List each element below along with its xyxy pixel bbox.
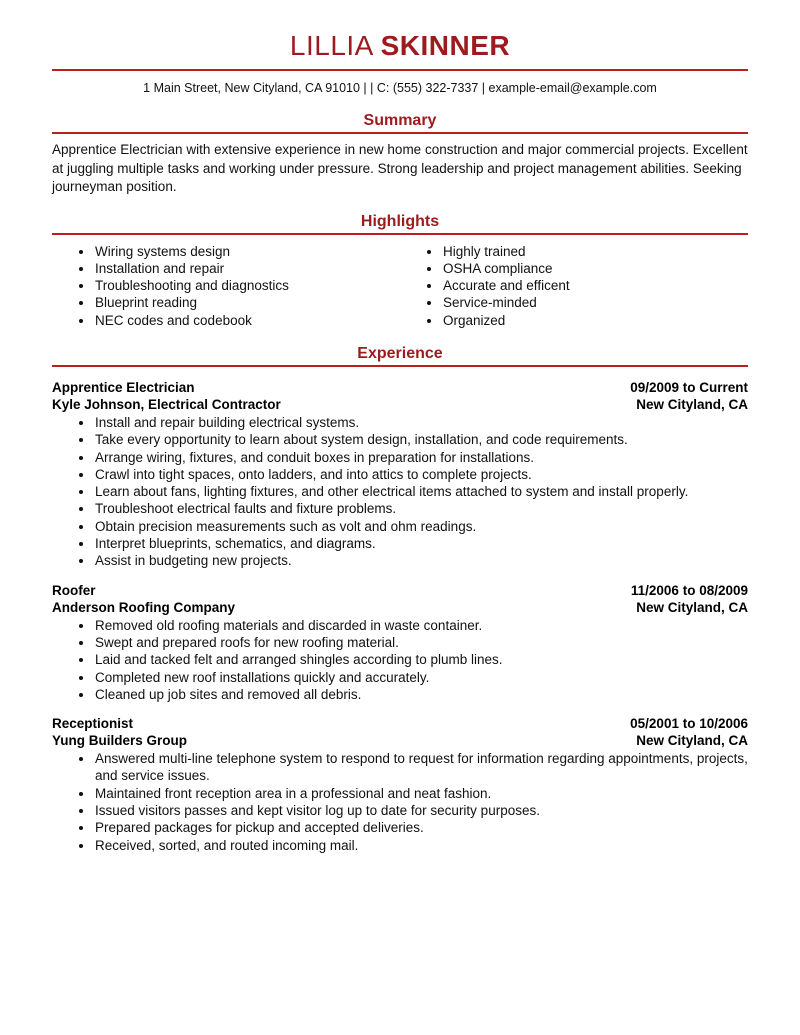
job-company-row [52, 599, 748, 616]
job-bullet: Take every opportunity to learn about system design, installation, and code requirements. [52, 431, 748, 448]
job-bullet: Completed new roof installations quickly and accurately. [52, 669, 748, 686]
highlight-item: Service-minded [400, 294, 748, 311]
job-title: Roofer [52, 582, 96, 598]
highlight-item: Organized [400, 312, 748, 329]
job-dates: 11/2006 to 08/2009 [630, 582, 748, 598]
job-company-row [52, 732, 748, 749]
summary-text: Apprentice Electrician with extensive experience in new home construction and major commercial projects. Excellent at juggling multiple tasks and working under pressure. Strong leadership and project management abilities. Seeking journeyman position. [52, 142, 748, 194]
job-dates: 05/2001 to 10/2006 [630, 716, 748, 732]
job-bullet: Install and repair building electrical systems. [52, 414, 748, 431]
highlights-left-column [52, 243, 400, 329]
highlights-right-column [400, 243, 748, 329]
job-bullet-list [52, 750, 748, 854]
highlight-item: Blueprint reading [52, 294, 400, 311]
header-divider [52, 69, 748, 71]
job-title-row [52, 379, 748, 396]
job-title-row [52, 715, 748, 732]
highlights-columns [52, 243, 748, 329]
job-location: New Cityland, CA [636, 599, 748, 615]
job-title: Apprentice Electrician [52, 379, 195, 395]
job-company-row [52, 396, 748, 413]
job-location: New Cityland, CA [636, 733, 748, 749]
job-bullet: Answered multi-line telephone system to respond to request for information regarding appointments, projects, and service issues. [52, 750, 748, 785]
highlight-item: Accurate and efficent [400, 277, 748, 294]
job-location: New Cityland, CA [636, 396, 748, 412]
job-title: Receptionist [52, 716, 134, 732]
job-bullet: Assist in budgeting new projects. [52, 552, 748, 569]
candidate-name [52, 30, 748, 62]
job-company: Anderson Roofing Company [52, 599, 235, 615]
experience-divider [52, 365, 748, 367]
job-bullet: Arrange wiring, fixtures, and conduit boxes in preparation for installations. [52, 449, 748, 466]
job-company: Kyle Johnson, Electrical Contractor [52, 396, 281, 412]
section-title-summary: Summary [363, 112, 437, 129]
job-bullet: Removed old roofing materials and discarded in waste container. [52, 617, 748, 634]
highlights-divider [52, 233, 748, 235]
job-entry [52, 379, 748, 570]
job-bullet: Received, sorted, and routed incoming mail. [52, 837, 748, 854]
job-bullet: Laid and tacked felt and arranged shingles according to plumb lines. [52, 651, 748, 668]
job-bullet: Obtain precision measurements such as volt and ohm readings. [52, 518, 748, 535]
job-bullet: Swept and prepared roofs for new roofing material. [52, 634, 748, 651]
highlight-item: NEC codes and codebook [52, 312, 400, 329]
job-dates: 09/2009 to Current [630, 379, 748, 395]
contact-line: 1 Main Street, New Cityland, CA 91010 | | C: (555) 322-7337 | example-email@example.com [143, 81, 657, 95]
job-bullet-list [52, 617, 748, 703]
section-title-highlights: Highlights [360, 212, 440, 230]
highlight-item: Installation and repair [52, 260, 400, 277]
summary-divider [52, 132, 748, 134]
job-bullet: Maintained front reception area in a professional and neat fashion. [52, 785, 748, 802]
highlight-item: Wiring systems design [52, 243, 400, 260]
job-bullet: Interpret blueprints, schematics, and diagrams. [52, 535, 748, 552]
job-bullet: Learn about fans, lighting fixtures, and other electrical items attached to system and install properly. [52, 483, 748, 500]
job-bullet: Troubleshoot electrical faults and fixture problems. [52, 500, 748, 517]
highlight-item: Troubleshooting and diagnostics [52, 277, 400, 294]
job-bullet: Crawl into tight spaces, onto ladders, and into attics to complete projects. [52, 466, 748, 483]
candidate-first-name: LILLIA [289, 30, 373, 61]
job-bullet: Prepared packages for pickup and accepted deliveries. [52, 819, 748, 836]
job-company: Yung Builders Group [52, 733, 188, 749]
candidate-last-name: SKINNER [380, 30, 511, 61]
job-entry [52, 582, 748, 703]
highlight-item: OSHA compliance [400, 260, 748, 277]
highlight-item: Highly trained [400, 243, 748, 260]
job-bullet-list [52, 414, 748, 570]
job-title-row [52, 582, 748, 599]
job-entry [52, 715, 748, 854]
job-bullet: Issued visitors passes and kept visitor log up to date for security purposes. [52, 802, 748, 819]
job-bullet: Cleaned up job sites and removed all debris. [52, 686, 748, 703]
section-title-experience: Experience [357, 344, 443, 362]
